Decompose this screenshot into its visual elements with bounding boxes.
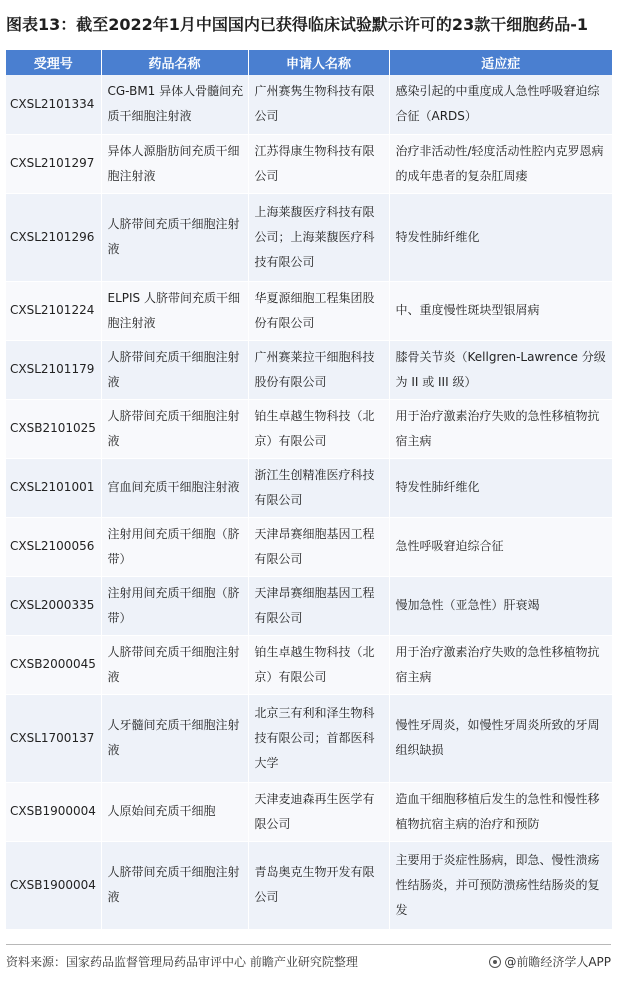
table-row: [6, 75, 612, 134]
cell-acceptance-no: CXSL1700137: [6, 694, 101, 782]
cell-indication: 特发性肺纤维化: [389, 458, 612, 517]
cell-applicant: 天津昂赛细胞基因工程有限公司: [248, 576, 389, 635]
cell-drug-name: 宫血间充质干细胞注射液: [101, 458, 248, 517]
cell-acceptance-no: CXSB2101025: [6, 399, 101, 458]
cell-indication: 急性呼吸窘迫综合征: [389, 517, 612, 576]
cell-applicant: 青岛奥克生物开发有限公司: [248, 841, 389, 929]
cell-applicant: 浙江生创精准医疗科技有限公司: [248, 458, 389, 517]
cell-indication: 用于治疗激素治疗失败的急性移植物抗宿主病: [389, 635, 612, 694]
source-note: 资料来源：国家药品监督管理局药品审评中心 前瞻产业研究院整理: [6, 955, 358, 969]
cell-drug-name: CG-BM1 异体人骨髓间充质干细胞注射液: [101, 75, 248, 134]
table-row: [6, 576, 612, 635]
cell-acceptance-no: CXSL2101179: [6, 340, 101, 399]
cell-acceptance-no: CXSL2100056: [6, 517, 101, 576]
cell-applicant: 天津麦迪森再生医学有限公司: [248, 782, 389, 841]
cell-indication: 治疗非活动性/轻度活动性腔内克罗恩病的成年患者的复杂肛周瘘: [389, 134, 612, 193]
cell-applicant: 北京三有利和泽生物科技有限公司；首都医科大学: [248, 694, 389, 782]
cell-drug-name: 人脐带间充质干细胞注射液: [101, 635, 248, 694]
table-row: [6, 841, 612, 929]
cell-acceptance-no: CXSL2000335: [6, 576, 101, 635]
footer: [6, 944, 611, 973]
cell-acceptance-no: CXSB1900004: [6, 782, 101, 841]
cell-indication: 慢加急性（亚急性）肝衰竭: [389, 576, 612, 635]
header-acceptance-no: 受理号: [6, 50, 101, 75]
cell-drug-name: ELPIS 人脐带间充质干细胞注射液: [101, 281, 248, 340]
cell-acceptance-no: CXSL2101001: [6, 458, 101, 517]
drug-table: [6, 50, 612, 930]
cell-acceptance-no: CXSL2101224: [6, 281, 101, 340]
cell-applicant: 天津昂赛细胞基因工程有限公司: [248, 517, 389, 576]
cell-drug-name: 人脐带间充质干细胞注射液: [101, 399, 248, 458]
cell-acceptance-no: CXSL2101297: [6, 134, 101, 193]
cell-acceptance-no: CXSB1900004: [6, 841, 101, 929]
table-row: [6, 782, 612, 841]
cell-indication: 特发性肺纤维化: [389, 193, 612, 281]
header-indication: 适应症: [389, 50, 612, 75]
cell-applicant: 铂生卓越生物科技（北京）有限公司: [248, 635, 389, 694]
cell-drug-name: 人脐带间充质干细胞注射液: [101, 193, 248, 281]
cell-indication: 感染引起的中重度成人急性呼吸窘迫综合征（ARDS）: [389, 75, 612, 134]
table-row: [6, 399, 612, 458]
table-row: [6, 635, 612, 694]
cell-acceptance-no: CXSB2000045: [6, 635, 101, 694]
cell-drug-name: 人牙髓间充质干细胞注射液: [101, 694, 248, 782]
cell-acceptance-no: CXSL2101334: [6, 75, 101, 134]
table-header-row: [6, 50, 612, 75]
cell-indication: 慢性牙周炎，如慢性牙周炎所致的牙周组织缺损: [389, 694, 612, 782]
table-row: [6, 134, 612, 193]
header-drug-name: 药品名称: [101, 50, 248, 75]
cell-applicant: 广州赛莱拉干细胞科技股份有限公司: [248, 340, 389, 399]
cell-applicant: 铂生卓越生物科技（北京）有限公司: [248, 399, 389, 458]
cell-indication: 造血干细胞移植后发生的急性和慢性移植物抗宿主病的治疗和预防: [389, 782, 612, 841]
table-row: [6, 694, 612, 782]
cell-drug-name: 人脐带间充质干细胞注射液: [101, 841, 248, 929]
cell-applicant: 广州赛隽生物科技有限公司: [248, 75, 389, 134]
cell-drug-name: 异体人源脂肪间充质干细胞注射液: [101, 134, 248, 193]
brand-label: @前瞻经济学人APP: [504, 955, 611, 969]
table-row: [6, 340, 612, 399]
cell-applicant: 江苏得康生物科技有限公司: [248, 134, 389, 193]
cell-applicant: 上海莱馥医疗科技有限公司；上海莱馥医疗科技有限公司: [248, 193, 389, 281]
table-row: [6, 458, 612, 517]
header-applicant: 申请人名称: [248, 50, 389, 75]
table-row: [6, 193, 612, 281]
table-row: [6, 281, 612, 340]
cell-drug-name: 注射用间充质干细胞（脐带）: [101, 517, 248, 576]
brand-credit: [489, 953, 611, 970]
cell-drug-name: 注射用间充质干细胞（脐带）: [101, 576, 248, 635]
cell-indication: 中、重度慢性斑块型银屑病: [389, 281, 612, 340]
logo-icon: [489, 956, 501, 968]
cell-acceptance-no: CXSL2101296: [6, 193, 101, 281]
cell-applicant: 华夏源细胞工程集团股份有限公司: [248, 281, 389, 340]
cell-indication: 主要用于炎症性肠病，即急、慢性溃疡性结肠炎，并可预防溃疡性结肠炎的复发: [389, 841, 612, 929]
table-row: [6, 517, 612, 576]
cell-drug-name: 人原始间充质干细胞: [101, 782, 248, 841]
cell-indication: 膝骨关节炎（Kellgren-Lawrence 分级为 II 或 III 级）: [389, 340, 612, 399]
cell-indication: 用于治疗激素治疗失败的急性移植物抗宿主病: [389, 399, 612, 458]
cell-drug-name: 人脐带间充质干细胞注射液: [101, 340, 248, 399]
page-title: 图表13：截至2022年1月中国国内已获得临床试验默示许可的23款干细胞药品-1: [6, 15, 588, 34]
